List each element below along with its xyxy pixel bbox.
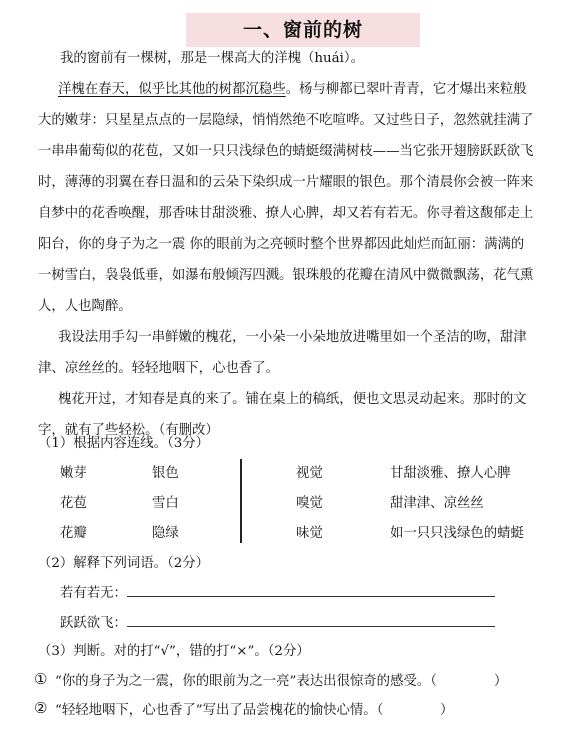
passage xyxy=(58,43,528,105)
q3-item1-text: “你的身子为之一震，你的眼前为之一亮”表达出很惊奇的感受。（ xyxy=(55,674,437,689)
answer-blank-1[interactable] xyxy=(127,596,495,597)
passage-line xyxy=(58,74,528,105)
passage-line: 槐花开过，才知春是真的来了。铺在桌上的稿纸，便也文思灵动起来。那时的文 xyxy=(58,392,527,407)
q3-item1-answer-paren[interactable]: ） xyxy=(494,674,508,689)
q1-col2-item[interactable]: 雪白 xyxy=(152,496,179,511)
passage-body xyxy=(38,105,534,322)
section-title: 一、窗前的树 xyxy=(186,13,420,47)
passage-line: 人，人也陶醉。 xyxy=(38,299,132,314)
passage-line: 一树雪白，袅袅低垂，如瀑布般倾泻四溅。银珠般的花瓣在清风中微微飘荡，花气熏 xyxy=(38,268,534,283)
answer-blank-2[interactable] xyxy=(127,626,495,627)
q2-term-1: 若有若无： xyxy=(60,586,127,601)
q1-col3-item[interactable]: 味觉 xyxy=(296,526,323,541)
passage-line: 阳台，你的身子为之一震 你的眼前为之亮顿时整个世界都因此灿烂而缸丽：满满的 xyxy=(38,237,525,252)
q3-item2-text: “轻轻地咽下，心也香了”写出了品尝槐花的愉快心情。（ xyxy=(55,703,384,718)
q1-col3-item[interactable]: 视觉 xyxy=(296,466,323,481)
q1-col1-item[interactable]: 花苞 xyxy=(60,496,87,511)
passage-paragraph-4 xyxy=(58,384,528,415)
q1-col4-item[interactable]: 甘甜淡雅、撩人心脾 xyxy=(390,466,511,481)
passage-line: 字，就有了些轻松。（有删改） xyxy=(38,423,219,438)
q3-item2-marker: ② xyxy=(34,699,48,717)
q1-col1-item[interactable]: 花瓣 xyxy=(60,526,87,541)
q1-prompt: （1）根据内容连线。（3分） xyxy=(38,436,210,451)
q2-term-2: 跃跃欲飞： xyxy=(60,616,127,631)
passage-line: 我的窗前有一棵树，那是一棵高大的洋槐（huái）。 xyxy=(60,51,365,66)
passage-paragraph-3-cont xyxy=(38,353,528,384)
q1-col4-item[interactable]: 甜津津、凉丝丝 xyxy=(390,496,484,511)
q1-col2-item[interactable]: 银色 xyxy=(152,466,179,481)
q3-prompt: （3）判断。对的打“√”，错的打“×”。（2分） xyxy=(38,644,310,659)
q3-item1-marker: ① xyxy=(34,670,48,688)
passage-line: 我设法用手勾一串鲜嫩的槐花，一小朵一小朵地放进嘴里如一个圣洁的吻，甜津 xyxy=(58,330,527,345)
underlined-sentence: 洋槐在春天，似乎比其他的树都沉稳些 xyxy=(58,82,286,97)
q1-col4-item[interactable]: 如一只只浅绿色的蜻蜓 xyxy=(390,526,524,541)
q2-prompt: （2）解释下列词语。（2分） xyxy=(38,556,210,571)
q3-item2-answer-paren[interactable]: ） xyxy=(440,703,454,718)
q1-col2-item[interactable]: 隐绿 xyxy=(152,526,179,541)
q1-col1-item[interactable]: 嫩芽 xyxy=(60,466,87,481)
passage-line: 自梦中的花香唤醒，那香味甘甜淡雅、撩人心脾，却又若有若无。你寻着这馥郁走上 xyxy=(38,206,534,221)
q1-col3-item[interactable]: 嗅觉 xyxy=(296,496,323,511)
divider-line xyxy=(240,459,242,543)
passage-text: 。杨与柳都已翠叶青青，它才爆出来粒般 xyxy=(285,82,527,97)
passage-line: 时，薄薄的羽翼在春日温和的云朵下染织成一片耀眼的银色。那个清晨你会被一阵来 xyxy=(38,175,534,190)
passage-paragraph-3 xyxy=(58,322,528,353)
passage-line: 津、凉丝丝的。轻轻地咽下，心也香了。 xyxy=(38,361,280,376)
passage-line: 一串串葡萄似的花苞，又如一只只浅绿色的蜻蜓缀满树枝——当它张开翅膀跃跃欲飞 xyxy=(38,144,534,159)
passage-line: 大的嫩芽：只星星点点的一层隐绿，悄悄然绝不吃喧哗。又过些日子，忽然就挂满了 xyxy=(38,113,534,128)
